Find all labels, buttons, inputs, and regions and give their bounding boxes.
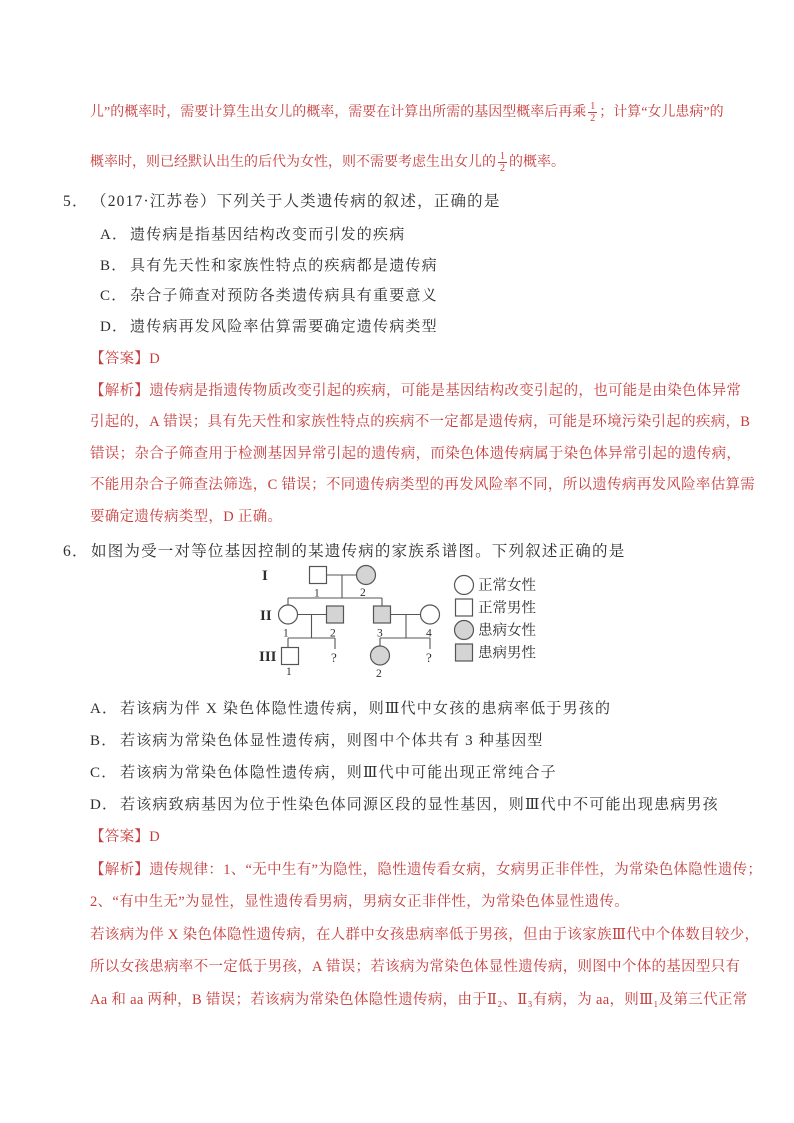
fraction-one-half: [588, 101, 597, 124]
question-6-stem: [63, 539, 625, 561]
option-text: 若该病为常染色体隐性遗传病，则Ⅲ代中可能出现正常纯合子: [120, 765, 557, 781]
legend-normal-male-label: 正常男性: [478, 600, 536, 617]
legend-affected-female-label: 患病女性: [478, 623, 536, 639]
legend-normal-female-symbol: [455, 576, 474, 595]
answer-value: D: [149, 829, 160, 845]
intro-line-1: [90, 88, 750, 138]
number-III2: 2: [376, 668, 382, 680]
unknown-mark-right: ?: [426, 650, 432, 665]
answer-line: [90, 344, 770, 376]
number-II3: 3: [377, 627, 383, 640]
analysis-label: 【解析】: [90, 382, 150, 399]
question-5-option-b: [100, 251, 438, 282]
question-6-number: 6．: [63, 543, 89, 560]
number-II4: 4: [426, 627, 432, 640]
pedigree-lines: [288, 575, 430, 649]
fraction-numerator: 1: [590, 101, 596, 113]
generation-label-I: I: [262, 568, 268, 584]
analysis-line: 不能用杂合子筛查法筛选，C 错误；不同遗传病类型的再发风险率不同，所以遗传病再发风险率估算需: [90, 477, 756, 493]
number-II1: 1: [283, 627, 289, 640]
question-6-answer-analysis: [90, 821, 780, 1016]
option-label: D．: [90, 797, 119, 813]
analysis-line: [90, 854, 780, 887]
individual-II2-affected-male: [327, 606, 344, 623]
analysis-text: 遗传规律：1、“无中生有”为隐性，隐性遗传看女病，女病男正非伴性，为常染色体隐性遗传；: [149, 861, 763, 878]
fraction-numerator: 1: [500, 151, 505, 163]
individual-I1-normal-male: [310, 567, 327, 584]
intro-line2-pre: 概率时，则已经默认出生的后代为女性，则不需要考虑生出女儿的: [90, 155, 496, 170]
option-label: C．: [100, 288, 128, 304]
intro-line2-post: 的概率。: [509, 155, 565, 170]
question-6-option-c: [90, 757, 719, 789]
analysis-line: Aa 和 aa 两种，B 错误；若该病为常染色体隐性遗传病，由于Ⅱ₂、Ⅱ₃有病，为 aa，则Ⅲ₁及第三代正常: [90, 991, 748, 1008]
number-I2: 2: [360, 587, 366, 599]
answer-line: [90, 821, 780, 854]
generation-label-II: II: [260, 608, 272, 624]
option-label: A．: [90, 701, 119, 717]
pedigree-diagram: [252, 559, 572, 687]
question-5-text: （2017·江苏卷）下列关于人类遗传病的叙述，正确的是: [91, 193, 501, 210]
analysis-line: 错误；杂合子筛查用于检测基因异常引起的遗传病，而染色体遗传病属于染色体异常引起的遗传病，: [90, 445, 742, 462]
answer-label: 【答案】: [90, 351, 150, 367]
analysis-line: 要确定遗传病类型，D 正确。: [90, 508, 283, 525]
analysis-line: 若该病为伴 X 染色体隐性遗传病，在人群中女孩患病率低于男孩，但由于该家族Ⅲ代中个体数目较少，: [90, 926, 760, 943]
legend-affected-female-symbol: [455, 621, 474, 640]
individual-III1-normal-male: [282, 648, 299, 665]
legend-affected-male-label: 患病男性: [478, 645, 536, 662]
analysis-line: 所以女孩患病率不一定低于男孩，A 错误；若该病为常染色体显性遗传病，则图中个体的基因型只有: [90, 959, 741, 975]
question-5-option-a: [100, 220, 438, 251]
analysis-text: 遗传病是指遗传物质改变引起的疾病，可能是基因结构改变引起的，也可能是由染色体异常: [149, 382, 742, 399]
question-5-option-c: [100, 281, 438, 312]
number-II2: 2: [330, 627, 336, 640]
individual-II1-normal-female: [279, 605, 298, 624]
intro-paragraph: [90, 88, 750, 188]
individual-III2-affected-female: [371, 646, 390, 665]
answer-label: 【答案】: [90, 829, 150, 845]
individual-II4-normal-female: [421, 605, 440, 624]
option-text: 遗传病是指基因结构改变而引发的疾病: [130, 227, 406, 243]
option-text: 若该病为常染色体显性遗传病，则图中个体共有 3 种基因型: [120, 733, 544, 749]
unknown-mark-left: ?: [331, 650, 337, 665]
generation-label-III: III: [259, 649, 277, 665]
number-III1: 1: [286, 666, 292, 678]
option-label: C．: [90, 765, 118, 781]
individual-I2-affected-female: [357, 566, 376, 585]
question-5-stem: [63, 189, 501, 211]
option-label: B．: [90, 733, 118, 749]
question-6-option-b: [90, 725, 719, 757]
option-label: B．: [100, 257, 128, 274]
question-5-answer-analysis: [90, 344, 770, 533]
option-text: 杂合子筛查对预防各类遗传病具有重要意义: [130, 288, 438, 304]
number-I1: 1: [314, 587, 320, 600]
analysis-line: 引起的，A 错误；具有先天性和家族性特点的疾病不一定都是遗传病，可能是环境污染引起的疾病，B: [90, 414, 751, 430]
fraction-denominator: 2: [500, 163, 505, 175]
fraction-one-half: [498, 151, 507, 174]
option-text: 遗传病再发风险率估算需要确定遗传病类型: [130, 318, 438, 335]
question-6-option-d: [90, 789, 719, 821]
question-6-option-a: [90, 693, 719, 725]
intro-line1-post: ；计算“女儿患病”的: [599, 105, 724, 120]
answer-value: D: [149, 351, 160, 367]
option-text: 若该病致病基因为位于性染色体同源区段的显性基因，则Ⅲ代中不可能出现患病男孩: [120, 797, 719, 813]
option-label: A．: [100, 227, 129, 243]
option-text: 具有先天性和家族性特点的疾病都是遗传病: [130, 257, 438, 274]
question-5-number: 5．: [63, 193, 89, 210]
legend-affected-male-symbol: [456, 644, 473, 661]
analysis-label: 【解析】: [90, 861, 150, 878]
question-5-option-d: [100, 312, 438, 343]
analysis-line: 2、“有中生无”为显性，显性遗传看男病，男病女正非伴性，为常染色体显性遗传。: [90, 894, 630, 910]
analysis-line: [90, 376, 770, 408]
individual-II3-affected-male: [374, 606, 391, 623]
legend-normal-female-label: 正常女性: [478, 578, 536, 594]
fraction-denominator: 2: [590, 113, 596, 125]
question-5-options: [100, 220, 438, 342]
option-label: D．: [100, 318, 129, 335]
intro-line-2: [90, 138, 750, 188]
intro-line1-pre: 儿”的概率时，需要计算生出女儿的概率，需要在计算出所需的基因型概率后再乘: [90, 105, 587, 120]
pedigree-legend: [455, 576, 474, 662]
option-text: 若该病为伴 X 染色体隐性遗传病，则Ⅲ代中女孩的患病率低于男孩的: [120, 701, 612, 717]
pedigree-individuals: [279, 566, 440, 666]
question-6-text: 如图为受一对等位基因控制的某遗传病的家族系谱图。下列叙述正确的是: [91, 543, 626, 560]
legend-normal-male-symbol: [456, 599, 473, 616]
pedigree-legend-labels: [478, 577, 536, 662]
question-6-options: [90, 693, 719, 821]
